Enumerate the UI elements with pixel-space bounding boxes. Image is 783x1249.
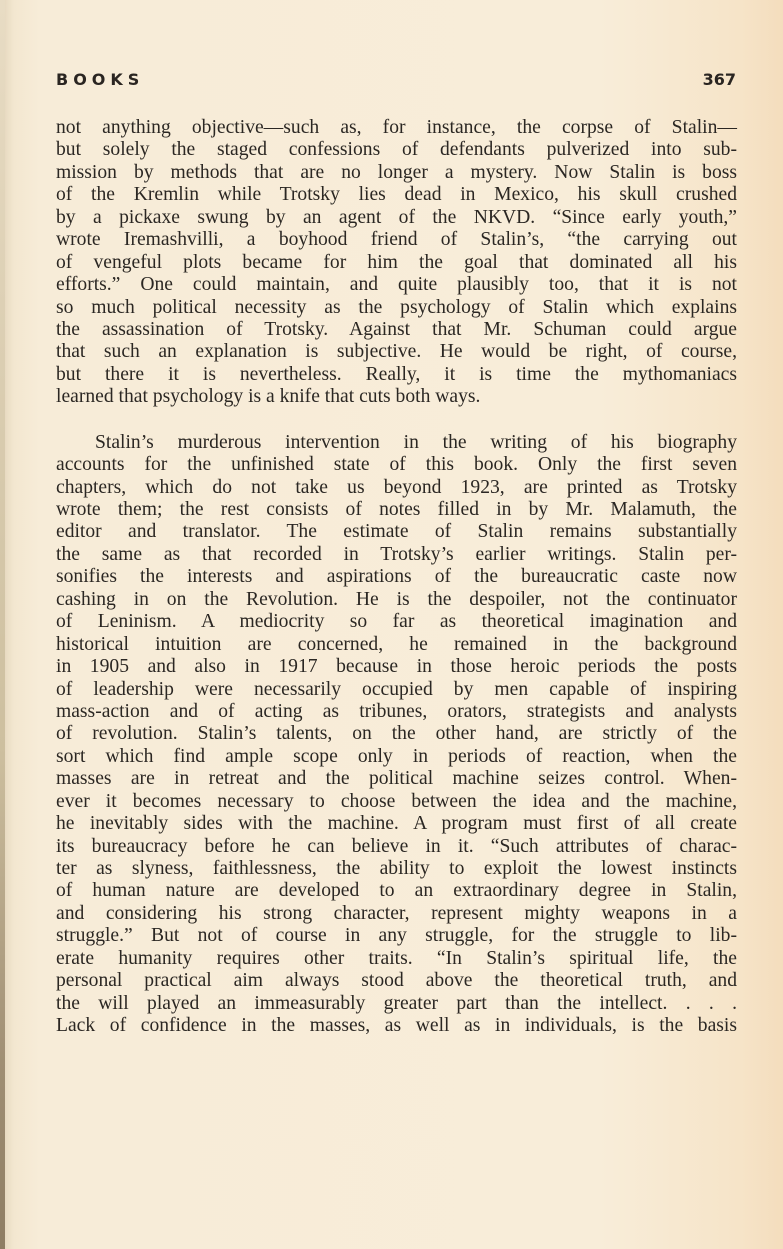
text-line: sonifies the interests and aspirations of the bureaucratic caste now [56, 566, 737, 588]
text-line: its bureaucracy before he can believe in it. “Such attributes of charac- [56, 835, 737, 857]
text-line: not anything objective—such as, for instance, the corpse of Stalin— [56, 117, 737, 138]
text-line: wrote Iremashvilli, a boyhood friend of Stalin’s, “the carrying out [56, 229, 737, 251]
running-head: BOOKS [56, 70, 145, 89]
text-line: of the Kremlin while Trotsky lies dead in Mexico, his skull crushed [56, 184, 737, 206]
page-header [56, 70, 736, 98]
text-line: and considering his strong character, represent mighty weapons in a [56, 902, 737, 924]
text-line: of Leninism. A mediocrity so far as theoretical imagination and [56, 611, 737, 633]
text-line: ter as slyness, faithlessness, the ability to exploit the lowest instincts [56, 858, 737, 879]
text-line: Stalin’s murderous intervention in the writing of his biography [95, 431, 737, 453]
text-line: of human nature are developed to an extraordinary degree in Stalin, [56, 880, 737, 902]
text-line: the assassination of Trotsky. Against that Mr. Schuman could argue [56, 318, 737, 340]
page-gutter-shadow [0, 0, 5, 1249]
text-line: of vengeful plots became for him the goal that dominated all his [56, 251, 737, 273]
text-line: struggle.” But not of course in any struggle, for the struggle to lib- [56, 925, 737, 947]
text-line: cashing in on the Revolution. He is the despoiler, not the continuator [56, 588, 737, 610]
paragraph-2 [56, 432, 737, 1038]
text-line: historical intuition are concerned, he remained in the background [56, 633, 737, 655]
text-line: wrote them; the rest consists of notes filled in by Mr. Malamuth, the [56, 499, 737, 520]
text-line: editor and translator. The estimate of Stalin remains substantially [56, 521, 737, 543]
body-text [56, 117, 737, 1038]
text-line: the same as that recorded in Trotsky’s earlier writings. Stalin per- [56, 543, 737, 565]
text-line: erate humanity requires other traits. “In Stalin’s spiritual life, the [56, 947, 737, 969]
text-line: mass-action and of acting as tribunes, orators, strategists and analysts [56, 700, 737, 722]
text-line: he inevitably sides with the machine. A program must first of all create [56, 813, 737, 835]
text-line: mission by methods that are no longer a mystery. Now Stalin is boss [56, 161, 737, 183]
text-line: ever it becomes necessary to choose between the idea and the machine, [56, 790, 737, 812]
text-line: accounts for the unfinished state of this book. Only the first seven [56, 454, 737, 476]
text-line: in 1905 and also in 1917 because in those heroic periods the posts [56, 656, 737, 678]
text-line: so much political necessity as the psychology of Stalin which explains [56, 296, 737, 318]
text-line: of leadership were necessarily occupied by men capable of inspiring [56, 678, 737, 700]
paragraph-break [56, 409, 737, 432]
text-line: personal practical aim always stood above the theoretical truth, and [56, 970, 737, 992]
page-number: 367 [702, 70, 736, 89]
text-line: efforts.” One could maintain, and quite plausibly too, that it is not [56, 274, 737, 296]
text-line: but there it is nevertheless. Really, it is time the mythomaniacs [56, 363, 737, 385]
text-line: learned that psychology is a knife that cuts both ways. [56, 386, 481, 408]
text-line: chapters, which do not take us beyond 1923, are printed as Trotsky [56, 476, 737, 498]
text-line: the will played an immeasurably greater part than the intellect. . . . [56, 992, 737, 1014]
text-line: by a pickaxe swung by an agent of the NKVD. “Since early youth,” [56, 206, 737, 228]
text-line: but solely the staged confessions of defendants pulverized into sub- [56, 139, 737, 161]
text-line: of revolution. Stalin’s talents, on the other hand, are strictly of the [56, 723, 737, 745]
paragraph-1 [56, 117, 737, 409]
text-line: masses are in retreat and the political machine seizes control. When- [56, 768, 737, 790]
text-line: Lack of confidence in the masses, as well as in individuals, is the basis [56, 1015, 737, 1037]
text-line: sort which find ample scope only in periods of reaction, when the [56, 745, 737, 767]
text-line: that such an explanation is subjective. He would be right, of course, [56, 341, 737, 363]
